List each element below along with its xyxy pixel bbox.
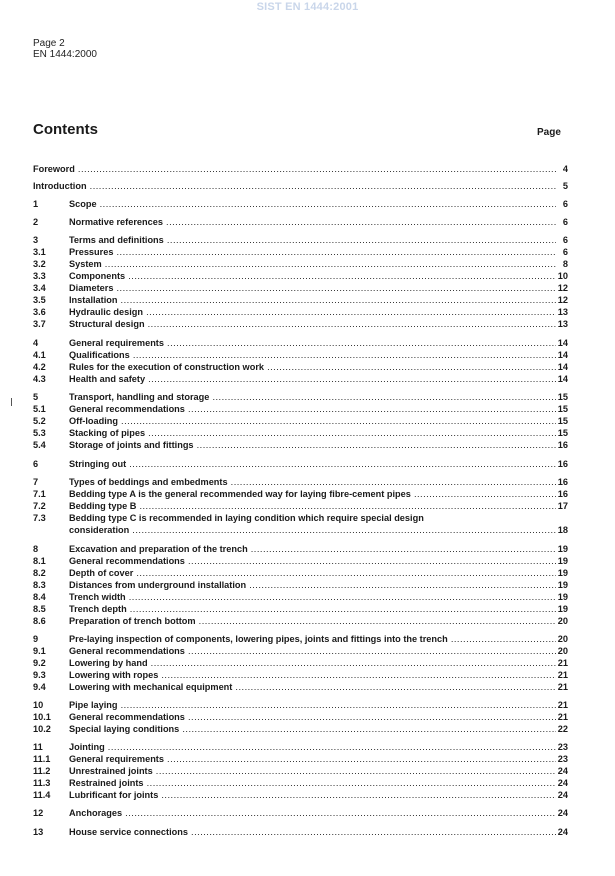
toc-entry[interactable]	[33, 753, 568, 765]
toc-entry-page: 14	[557, 350, 568, 360]
toc-entry-page: 8	[562, 259, 568, 269]
toc-entry[interactable]	[33, 294, 568, 306]
toc-entry[interactable]	[33, 282, 568, 294]
toc-entry-number: 9.3	[33, 670, 46, 680]
toc-entry[interactable]	[33, 807, 568, 819]
toc-entry-number: 3.4	[33, 283, 46, 293]
toc-entry-title: consideration .....	[69, 524, 556, 536]
toc-entry-page: 24	[557, 778, 568, 788]
toc-entry-title: Structural design .....	[69, 318, 556, 330]
toc-entry-title: Normative references .....	[69, 216, 556, 228]
toc-entry[interactable]	[33, 543, 568, 555]
toc-entry-title: Jointing .....	[69, 741, 556, 753]
toc-entry-title: General recommendations .....	[69, 711, 556, 723]
toc-entry-number: 3.3	[33, 271, 46, 281]
toc-entry-number: 10.1	[33, 712, 51, 722]
toc-entry-number: 4	[33, 338, 39, 348]
toc-entry[interactable]	[33, 373, 568, 385]
toc-entry-page: 24	[557, 827, 568, 837]
toc-entry-title: Bedding type B .....	[69, 500, 556, 512]
toc-entry-number: 8.3	[33, 580, 46, 590]
toc-entry[interactable]	[33, 180, 568, 192]
toc-entry-number: 9.4	[33, 682, 46, 692]
toc-entry-page: 12	[557, 283, 568, 293]
toc-entry-title: Rules for the execution of construction work .....	[69, 361, 556, 373]
toc-entry-title: Depth of cover .....	[69, 567, 556, 579]
toc-entry-title: General recommendations .....	[69, 403, 556, 415]
toc-entry[interactable]	[33, 349, 568, 361]
toc-entry[interactable]	[33, 306, 568, 318]
toc-entry[interactable]	[33, 198, 568, 210]
toc-entry-title: Components .....	[69, 270, 556, 282]
toc-entry[interactable]	[33, 711, 568, 723]
toc-entry-number: 3.1	[33, 247, 46, 257]
toc-entry-title: Distances from underground installation .....	[69, 579, 556, 591]
toc-entry[interactable]	[33, 216, 568, 228]
toc-entry-page: 24	[557, 790, 568, 800]
toc-entry[interactable]	[33, 741, 568, 753]
toc-entry-page: 19	[557, 568, 568, 578]
toc-entry-title: Bedding type C is recommended in laying condition which require special design	[69, 513, 424, 523]
toc-entry[interactable]	[33, 615, 568, 627]
toc-entry-page: 20	[557, 616, 568, 626]
toc-entry-title: Stacking of pipes .....	[69, 427, 556, 439]
toc-entry-page: 24	[557, 766, 568, 776]
toc-entry-page: 17	[557, 501, 568, 511]
toc-entry-title: General requirements .....	[69, 337, 556, 349]
toc-entry-page: 16	[557, 489, 568, 499]
toc-entry-page: 24	[557, 808, 568, 818]
toc-entry-page: 15	[557, 416, 568, 426]
page-number-header: Page 2	[33, 38, 65, 49]
toc-entry-number: 8	[33, 544, 39, 554]
toc-entry-page: 12	[557, 295, 568, 305]
toc-entry-page: 19	[557, 580, 568, 590]
toc-entry-page: 15	[557, 404, 568, 414]
toc-entry[interactable]	[33, 555, 568, 567]
toc-entry[interactable]	[33, 789, 568, 801]
toc-entry-page: 19	[557, 556, 568, 566]
toc-entry[interactable]	[33, 488, 568, 500]
toc-entry-page: 21	[557, 712, 568, 722]
toc-entry-page: 14	[557, 374, 568, 384]
toc-entry-number: 3	[33, 235, 39, 245]
toc-entry-title: Excavation and preparation of the trench .....	[69, 543, 556, 555]
watermark: SIST EN 1444:2001	[256, 1, 359, 13]
toc-entry[interactable]	[33, 765, 568, 777]
toc-entry-title: House service connections .....	[69, 826, 556, 838]
toc-entry[interactable]	[33, 415, 568, 427]
toc-entry-number: 7.3	[33, 513, 46, 523]
toc-entry-page: 22	[557, 724, 568, 734]
toc-entry-title: Pressures .....	[69, 246, 556, 258]
toc-entry-title: Pipe laying .....	[69, 699, 556, 711]
toc-entry-page: 21	[557, 682, 568, 692]
toc-entry-number: 5.1	[33, 404, 46, 414]
toc-entry-title: Lowering with ropes .....	[69, 669, 556, 681]
toc-entry-number: 4.1	[33, 350, 46, 360]
toc-entry-number: 3.5	[33, 295, 46, 305]
toc-entry-page: 16	[557, 440, 568, 450]
toc-entry-title: Lubrificant for joints .....	[69, 789, 556, 801]
toc-entry-number: 7	[33, 477, 39, 487]
toc-entry-title: General requirements .....	[69, 753, 556, 765]
toc-entry-title: Hydraulic design .....	[69, 306, 556, 318]
toc-entry-number: 12	[33, 808, 44, 818]
toc-entry-title: Scope .....	[69, 198, 556, 210]
toc-entry[interactable]	[33, 163, 568, 175]
toc-entry[interactable]	[33, 669, 568, 681]
toc-entry-title: Stringing out .....	[69, 458, 556, 470]
toc-entry[interactable]	[33, 777, 568, 789]
toc-entry[interactable]	[33, 246, 568, 258]
toc-entry-number: 11.4	[33, 790, 51, 800]
toc-entry-number: 8.2	[33, 568, 46, 578]
page-title: Contents	[33, 121, 98, 138]
toc-entry-page: 19	[557, 592, 568, 602]
toc-entry-title: Lowering with mechanical equipment .....	[69, 681, 556, 693]
toc-entry-page: 14	[557, 338, 568, 348]
toc-entry-page: 6	[562, 199, 568, 209]
toc-entry[interactable]	[33, 391, 568, 403]
toc-entry-title: Terms and definitions .....	[69, 234, 556, 246]
toc-entry-page: 4	[562, 164, 568, 174]
toc-entry[interactable]	[33, 258, 568, 270]
toc-entry[interactable]	[33, 403, 568, 415]
toc-entry[interactable]	[33, 318, 568, 330]
toc-entry-page: 15	[557, 428, 568, 438]
toc-entry[interactable]	[33, 361, 568, 373]
toc-entry[interactable]	[33, 512, 568, 524]
toc-entry-number: 8.5	[33, 604, 46, 614]
toc-entry-title: Trench width .....	[69, 591, 556, 603]
toc-entry-page: 13	[557, 319, 568, 329]
toc-entry[interactable]	[33, 234, 568, 246]
toc-entry-title: Qualifications .....	[69, 349, 556, 361]
toc-entry-number: 8.6	[33, 616, 46, 626]
toc-entry-page: 23	[557, 754, 568, 764]
toc-entry-page: 6	[562, 247, 568, 257]
toc-entry-page: 19	[557, 544, 568, 554]
toc-entry-title: Storage of joints and fittings .....	[69, 439, 556, 451]
toc-entry-title: Types of beddings and embedments .....	[69, 476, 556, 488]
toc-entry-number: 8.4	[33, 592, 46, 602]
toc-entry-number: 5	[33, 392, 39, 402]
toc-entry[interactable]	[33, 603, 568, 615]
toc-entry[interactable]	[33, 699, 568, 711]
toc-entry-number: 9	[33, 634, 39, 644]
toc-entry-page: 16	[557, 459, 568, 469]
toc-entry-number: 9.1	[33, 646, 46, 656]
toc-entry-number: 13	[33, 827, 44, 837]
toc-entry-number: 10.2	[33, 724, 51, 734]
toc-entry-title: General recommendations .....	[69, 645, 556, 657]
toc-entry-page: 6	[562, 217, 568, 227]
toc-entry-number: 11.1	[33, 754, 51, 764]
toc-entry-title: Health and safety .....	[69, 373, 556, 385]
toc-entry-title: Foreword .....	[33, 163, 556, 175]
toc-entry-number: 11.2	[33, 766, 51, 776]
toc-entry-number: 5.4	[33, 440, 46, 450]
toc-entry[interactable]	[33, 500, 568, 512]
standard-header: EN 1444:2000	[33, 49, 97, 60]
toc-entry-number: 3.6	[33, 307, 46, 317]
toc-entry-page: 21	[557, 670, 568, 680]
toc-entry-number: 5.3	[33, 428, 46, 438]
toc-entry[interactable]	[33, 633, 568, 645]
toc-entry-page: 15	[557, 392, 568, 402]
toc-entry[interactable]	[33, 270, 568, 282]
toc-entry-title: Lowering by hand .....	[69, 657, 556, 669]
toc-entry-number: 4.3	[33, 374, 46, 384]
toc-entry-title: Trench depth .....	[69, 603, 556, 615]
toc-entry[interactable]	[33, 579, 568, 591]
toc-entry-page: 20	[557, 646, 568, 656]
toc-entry-title: Installation .....	[69, 294, 556, 306]
toc-entry-number: 8.1	[33, 556, 46, 566]
toc-entry-page: 18	[557, 525, 568, 535]
toc-entry-number: 10	[33, 700, 44, 710]
toc-entry-page: 16	[557, 477, 568, 487]
toc-entry[interactable]	[33, 476, 568, 488]
page-column-label: Page	[537, 127, 561, 138]
toc-entry-page: 20	[557, 634, 568, 644]
toc-entry[interactable]	[33, 591, 568, 603]
toc-entry-title: Restrained joints .....	[69, 777, 556, 789]
toc-entry-number: 1	[33, 199, 39, 209]
toc-entry-page: 13	[557, 307, 568, 317]
toc-entry-page: 19	[557, 604, 568, 614]
toc-entry-title: System .....	[69, 258, 556, 270]
toc-entry-number: 3.7	[33, 319, 46, 329]
toc-entry-number: 6	[33, 459, 39, 469]
toc-entry[interactable]	[33, 427, 568, 439]
toc-entry[interactable]	[33, 723, 568, 735]
toc-entry[interactable]	[33, 337, 568, 349]
toc-entry[interactable]	[33, 524, 568, 536]
toc-entry-title: Introduction .....	[33, 180, 556, 192]
toc-entry-title: Special laying conditions .....	[69, 723, 556, 735]
toc-entry[interactable]	[33, 439, 568, 451]
toc-entry-page: 21	[557, 700, 568, 710]
toc-entry-title: General recommendations .....	[69, 555, 556, 567]
toc-entry-page: 6	[562, 235, 568, 245]
toc-entry-page: 21	[557, 658, 568, 668]
toc-entry-number: 11	[33, 742, 43, 752]
toc-entry-title: Diameters .....	[69, 282, 556, 294]
toc-entry-page: 23	[557, 742, 568, 752]
toc-entry-page: 10	[557, 271, 568, 281]
toc-entry-title: Bedding type A is the general recommended way for laying fibre-cement pipes .....	[69, 488, 556, 500]
toc-entry-number: 11.3	[33, 778, 51, 788]
toc-entry-number: 2	[33, 217, 39, 227]
toc-entry-title: Transport, handling and storage .....	[69, 391, 556, 403]
toc-entry-number: 9.2	[33, 658, 46, 668]
toc-entry-title: Off-loading .....	[69, 415, 556, 427]
toc-entry[interactable]	[33, 567, 568, 579]
toc-entry-number: 5.2	[33, 416, 46, 426]
toc-entry-number: 7.2	[33, 501, 46, 511]
toc-entry-page: 14	[557, 362, 568, 372]
margin-mark	[11, 398, 12, 406]
toc-entry[interactable]	[33, 826, 568, 838]
toc-entry-title: Pre-laying inspection of components, lowering pipes, joints and fittings into the trench .....	[69, 633, 556, 645]
toc-entry-page: 5	[562, 181, 568, 191]
toc-entry[interactable]	[33, 458, 568, 470]
toc-entry-title: Unrestrained joints .....	[69, 765, 556, 777]
toc-entry-title: Preparation of trench bottom .....	[69, 615, 556, 627]
toc-entry-number: 7.1	[33, 489, 46, 499]
toc-entry-title: Anchorages .....	[69, 807, 556, 819]
toc-entry-number: 4.2	[33, 362, 46, 372]
toc-entry[interactable]	[33, 645, 568, 657]
toc-entry[interactable]	[33, 657, 568, 669]
toc-entry[interactable]	[33, 681, 568, 693]
toc-entry-number: 3.2	[33, 259, 46, 269]
